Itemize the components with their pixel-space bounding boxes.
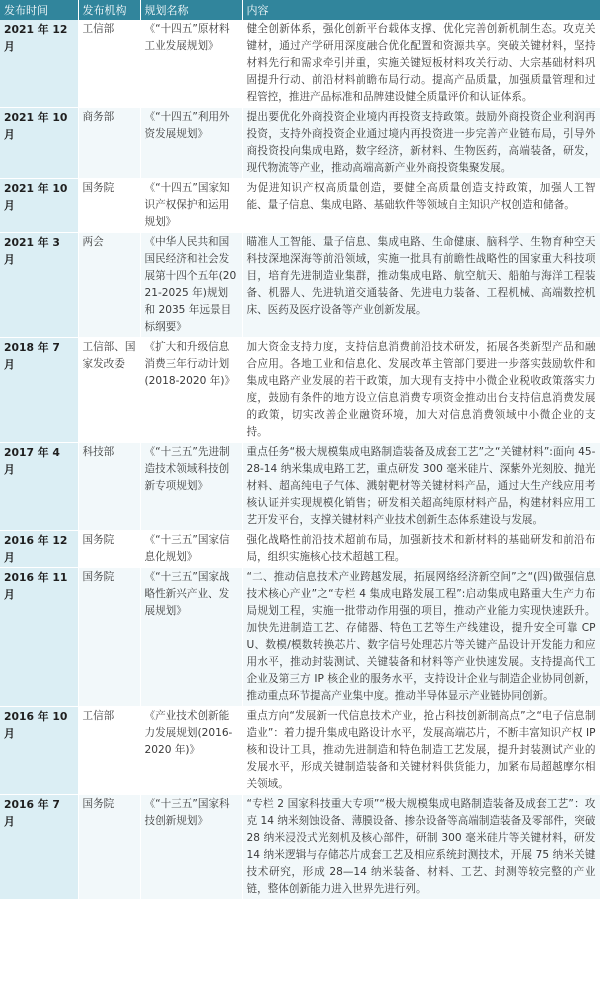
row-content: 瞄准人工智能、量子信息、集成电路、生命健康、脑科学、生物育种空天科技深地深海等前沿领域，实施一批具有前瞻性战略性的国家重大科技项目，培育先进制造业集群，推动集成电路、航空航天、船舶与海洋工程装备、机器人、先进轨道交通装备、先进电力装备、工程机械、高端数控机床、医药及医疗设备等产业创新发展。 xyxy=(242,233,600,338)
row-date: 2021 年 3 月 xyxy=(0,233,78,338)
row-content: 重点任务“极大规模集成电路制造装备及成套工艺”之“关键材料”:面向 45-28-14 纳米集成电路工艺，重点研发 300 毫米硅片、深紫外光刻胶、抛光材料、超高纯电子气体、溅射靶材等关键材料产品，通过大生产线应用考核认证并实现规模化销售；研发相关超高纯原材料产品，构建材料应用工艺开发平台，支撑关键材料产业技术创新生态体系建设与发展。 xyxy=(242,443,600,531)
row-content: 加大资金支持力度，支持信息消费前沿技术研发，拓展各类新型产品和融合应用。各地工业和信息化、发展改革主管部门要进一步落实鼓励软件和集成电路产业发展的若干政策，加大现有支持中小微企业税收政策落实力度，鼓励有条件的地方设立信息消费专项资金推动出台支持信息消费发展的政策，切实改善企业融资环境，加大对信息消费领域中小微企业的支持。 xyxy=(242,338,600,443)
row-date: 2016 年 12 月 xyxy=(0,531,78,568)
table-row xyxy=(0,108,600,179)
row-date: 2016 年 10 月 xyxy=(0,707,78,795)
row-org: 科技部 xyxy=(78,443,140,531)
table-row xyxy=(0,338,600,443)
table-row xyxy=(0,443,600,531)
row-plan: 《“十四五”国家知识产权保护和运用规划》 xyxy=(140,179,242,233)
row-date: 2021 年 10 月 xyxy=(0,179,78,233)
table-row xyxy=(0,179,600,233)
row-org: 工信部 xyxy=(78,707,140,795)
row-date: 2016 年 11 月 xyxy=(0,568,78,707)
row-org: 两会 xyxy=(78,233,140,338)
row-org: 国务院 xyxy=(78,795,140,900)
row-content: 强化战略性前沿技术超前布局，加强新技术和新材料的基础研发和前沿布局，组织实施核心技术超越工程。 xyxy=(242,531,600,568)
row-plan: 《“十三五”先进制造技术领域科技创新专项规划》 xyxy=(140,443,242,531)
table-row xyxy=(0,20,600,108)
row-date: 2018 年 7 月 xyxy=(0,338,78,443)
row-org: 国务院 xyxy=(78,179,140,233)
row-plan: 《“十四五”原材料工业发展规划》 xyxy=(140,20,242,108)
table-row xyxy=(0,568,600,707)
row-org: 商务部 xyxy=(78,108,140,179)
row-plan: 《“十四五”利用外资发展规划》 xyxy=(140,108,242,179)
header-plan: 规划名称 xyxy=(140,0,242,20)
row-plan: 《“十三五”国家战略性新兴产业、发展规划》 xyxy=(140,568,242,707)
row-date: 2021 年 12 月 xyxy=(0,20,78,108)
row-date: 2016 年 7 月 xyxy=(0,795,78,900)
row-content: “专栏 2 国家科技重大专项”“极大规模集成电路制造装备及成套工艺”：攻克 14 纳米刻蚀设备、薄膜设备、掺杂设备等高端制造装备及零部件，突破 28 纳米浸没式光刻机及核心部件，研制 300 毫米硅片等关键材料，研发 14 纳米逻辑与存储芯片成套工艺及相应系统封测技术，开展 75 纳米关键技术研究，形成 28—14 纳米装备、材料、工艺、封测等较完整的产业链，整体创新能力进入世界先进行列。 xyxy=(242,795,600,900)
table-row xyxy=(0,531,600,568)
row-date: 2021 年 10 月 xyxy=(0,108,78,179)
header-date: 发布时间 xyxy=(0,0,78,20)
row-content: 提出要优化外商投资企业境内再投资支持政策。鼓励外商投资企业利润再投资，支持外商投资企业通过境内再投资进一步完善产业链布局，引导外商投资投向集成电路，数字经济，新材料、生物医药，高端装备，研发，现代物流等产业，推动高端高新产业外商投资集聚发展。 xyxy=(242,108,600,179)
table-row xyxy=(0,707,600,795)
row-content: 健全创新体系，强化创新平台载体支撑、优化完善创新机制生态。攻克关键材，通过产学研用深度融合优化配置和资源共享。突破关键材料，坚持材料先行和需求牵引并重，实施关键短板材料攻关行动、大宗基础材料巩固提升行动、前沿材料前瞻布局行动。提高产品质量，加强质量管理和过程管控，推进产品标准和品牌建设健全质量评价和认证体系。 xyxy=(242,20,600,108)
table-row xyxy=(0,795,600,900)
row-content: 为促进知识产权高质量创造，要健全高质量创造支持政策，加强人工智能、量子信息、集成电路、基础软件等领域自主知识产权创造和储备。 xyxy=(242,179,600,233)
header-content: 内容 xyxy=(242,0,600,20)
row-content: 重点方向“发展新一代信息技术产业，抢占科技创新制高点”之“电子信息制造业”：着力提升集成电路设计水平，发展高端芯片，不断丰富知识产权 IP 核和设计工具，推动先进制造和特色制造工艺发展，提升封装测试产业的发展水平，形成关键制造装备和关键材料供货能力，加紧布局超越摩尔相关领域。 xyxy=(242,707,600,795)
row-plan: 《中华人民共和国国民经济和社会发展第十四个五年(2021-2025 年)规划和 2035 年远景目标纲要》 xyxy=(140,233,242,338)
row-content: “二、推动信息技术产业跨越发展，拓展网络经济新空间”之“(四)做强信息技术核心产业”之“专栏 4 集成电路发展工程”:启动集成电路重大生产力布局规划工程，实施一批带动作用强的项目，推动产业能力实现快速跃升。加快先进制造工艺、存储器、特色工艺等生产线建设，提升安全可靠 CPU、数模/模数转换芯片、数字信号处理芯片等关键产品设计开发能力和应用水平，推动封装测试、关键装备和材料等产业快速发展。支持提高代工企业及第三方 IP 核企业的服务水平，支持设计企业与制造企业协同创新，推动重点环节提高产业集中度。推动半导体显示产业链协同创新。 xyxy=(242,568,600,707)
row-org: 国务院 xyxy=(78,531,140,568)
row-date: 2017 年 4 月 xyxy=(0,443,78,531)
row-plan: 《“十三五”国家信息化规划》 xyxy=(140,531,242,568)
row-org: 国务院 xyxy=(78,568,140,707)
table-row xyxy=(0,233,600,338)
header-org: 发布机构 xyxy=(78,0,140,20)
table-header-row xyxy=(0,0,600,20)
row-plan: 《“十三五”国家科技创新规划》 xyxy=(140,795,242,900)
row-org: 工信部 xyxy=(78,20,140,108)
row-org: 工信部、国家发改委 xyxy=(78,338,140,443)
row-plan: 《扩大和升级信息消费三年行动计划(2018-2020 年)》 xyxy=(140,338,242,443)
row-plan: 《产业技术创新能力发展规划(2016-2020 年)》 xyxy=(140,707,242,795)
